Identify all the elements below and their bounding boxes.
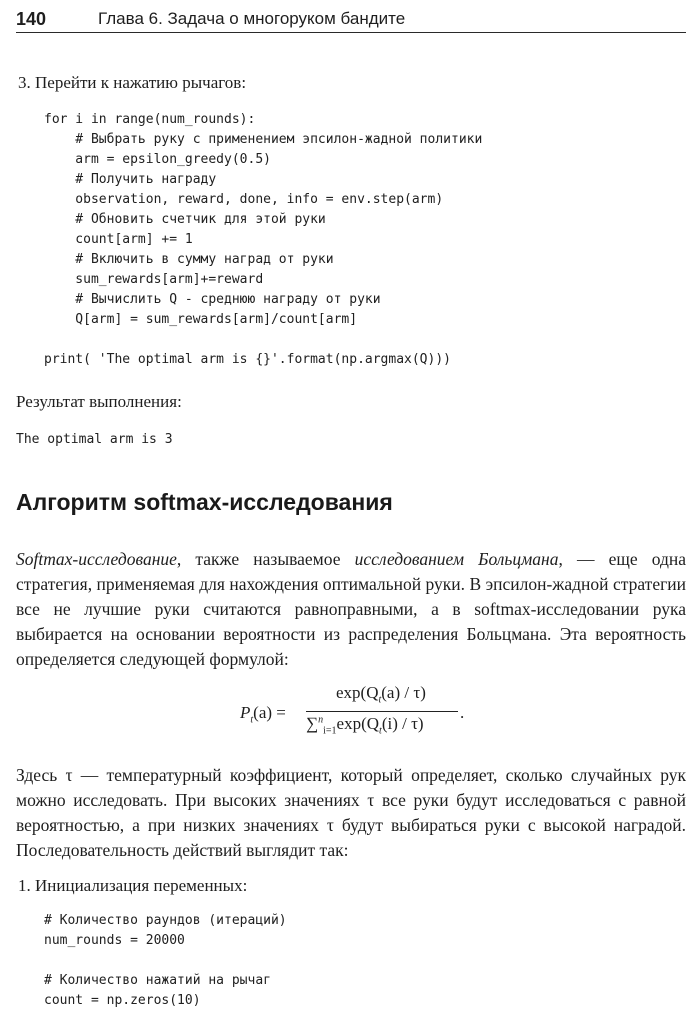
result-output: The optimal arm is 3 [16,432,173,447]
term-softmax: Softmax-исследование [16,549,177,569]
formula-end: . [460,703,465,722]
result-label: Результат выполнения: [16,392,182,411]
formula-numerator: $\exp(Q_t(a) / \tau)$ [336,683,426,706]
boltzmann-formula [240,683,500,747]
step-1-code: # Количество раундов (итераций) num_rounds = 20000 # Количество нажатий на рычаг count = np.zeros(10) [44,913,287,1008]
intro-text-2: , — еще одна стратегия, применяемая для нахождения оптимальной руки. В эпсилон-жадной стратегии все не лучшие руки считаются равноправными, а в softmax-исследовании рука выбирается на основании вероятности из распределения Больцмана. Эта вероятность определяется следующей формулой: [16,549,686,669]
step-1-label: 1. Инициализация переменных: [18,876,248,895]
formula-denominator: $\sum^n_{i=1}\exp(Q_t(i) / \tau)$ [306,714,424,737]
formula-lhs: $P_t(a)$ = [240,703,286,726]
page-header [16,6,686,33]
page-number: 140 [16,9,47,29]
chapter-title: Глава 6. Задача о многоруком бандите [98,9,406,28]
explanation-paragraph: Здесь τ — температурный коэффициент, который определяет, сколько случайных рук можно исследовать. При высоких значениях τ все руки будут исследоваться с равной вероятностью, а при низких значениях τ будут выбираться руки с высокой наградой. Последовательность действий выглядит так: [16,765,686,860]
section-title: Алгоритм softmax-исследования [16,489,393,515]
step-3-label: 3. Перейти к нажатию рычагов: [18,73,247,92]
intro-text-1: , также называемое [176,549,355,569]
fraction-bar [306,711,458,712]
step-3-code: for i in range(num_rounds): # Выбрать руку с применением эпсилон-жадной политики arm = epsilon_greedy(0.5) # Получить награду observation, reward, done, info = env.step(arm) # Обновить счетчик для этой руки count[arm] += 1 # Включить в сумму наград от руки sum_rewards[arm]+=reward # Вычислить Q - среднюю награду от руки Q[arm] = sum_rewards[arm]/count[arm] print( 'The optimal arm is {}'.format(np.argmax(Q))) [44,112,483,367]
term-boltzmann: исследованием Больцмана [354,549,559,569]
intro-paragraph [16,547,686,672]
